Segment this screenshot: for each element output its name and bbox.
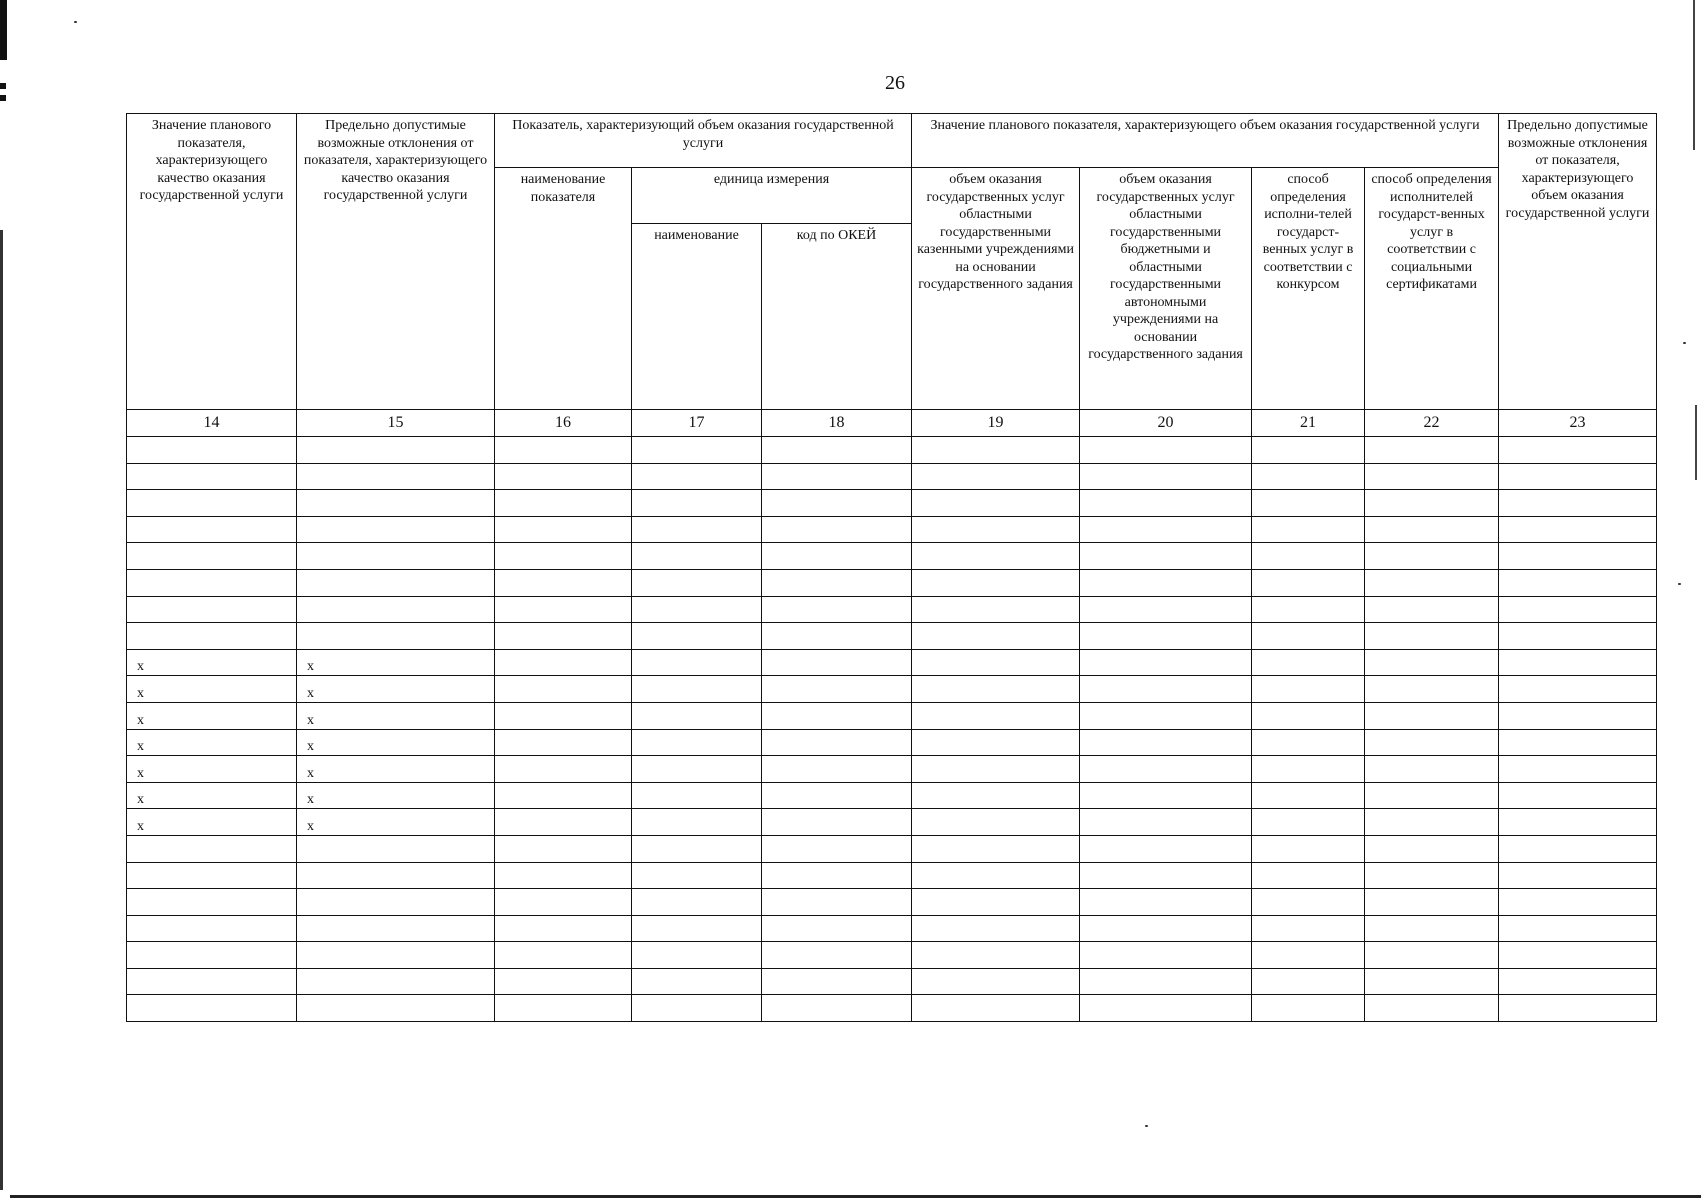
table-row	[127, 516, 1657, 543]
table-cell	[1499, 915, 1657, 942]
column-number: 20	[1080, 410, 1252, 437]
table-cell	[1252, 676, 1365, 703]
table-cell	[1499, 729, 1657, 756]
table-cell	[495, 995, 632, 1022]
table-cell	[632, 968, 762, 995]
scan-edge-mark	[0, 0, 7, 60]
table-cell	[1080, 702, 1252, 729]
table-cell-mark	[127, 915, 297, 942]
table-row	[127, 942, 1657, 969]
table-cell	[1499, 463, 1657, 490]
table-cell	[1365, 915, 1499, 942]
table-cell-mark	[127, 437, 297, 464]
table-cell	[912, 649, 1080, 676]
table-cell	[762, 649, 912, 676]
table-cell	[632, 596, 762, 623]
table-cell	[495, 490, 632, 517]
table-cell	[1252, 862, 1365, 889]
table-cell	[1499, 569, 1657, 596]
table-cell-mark	[127, 516, 297, 543]
table-cell-mark	[297, 516, 495, 543]
table-cell-mark: x	[297, 729, 495, 756]
scan-speck	[1678, 583, 1681, 585]
table-cell	[912, 702, 1080, 729]
table-cell	[1080, 889, 1252, 916]
table-cell	[495, 543, 632, 570]
table-cell	[1499, 809, 1657, 836]
table-row	[127, 915, 1657, 942]
table-cell	[632, 543, 762, 570]
table-cell	[1080, 942, 1252, 969]
table-cell	[1252, 569, 1365, 596]
table-cell	[632, 835, 762, 862]
table-cell	[1252, 835, 1365, 862]
table-cell	[495, 915, 632, 942]
table-cell-mark	[297, 596, 495, 623]
table-cell	[912, 569, 1080, 596]
column-number: 21	[1252, 410, 1365, 437]
table-cell	[1499, 516, 1657, 543]
table-cell	[912, 756, 1080, 783]
table-cell	[1499, 490, 1657, 517]
table-cell	[632, 729, 762, 756]
table-cell	[632, 995, 762, 1022]
column-number: 15	[297, 410, 495, 437]
table-cell	[912, 676, 1080, 703]
table-cell-mark	[297, 915, 495, 942]
table-cell	[912, 942, 1080, 969]
table-cell	[1080, 729, 1252, 756]
table-cell	[1365, 516, 1499, 543]
header-okei-code: код по ОКЕЙ	[762, 224, 912, 410]
table-cell	[912, 889, 1080, 916]
table-cell	[1365, 809, 1499, 836]
table-cell	[1499, 862, 1657, 889]
table-cell	[495, 569, 632, 596]
table-cell-mark	[297, 437, 495, 464]
table-row	[127, 463, 1657, 490]
table-cell	[1365, 729, 1499, 756]
table-cell	[762, 782, 912, 809]
table-cell	[1252, 702, 1365, 729]
table-cell	[762, 835, 912, 862]
table-cell	[495, 862, 632, 889]
table-cell	[632, 756, 762, 783]
table-cell-mark: x	[127, 756, 297, 783]
column-number: 18	[762, 410, 912, 437]
table-cell	[1365, 756, 1499, 783]
table-cell	[762, 623, 912, 650]
table-cell	[1080, 649, 1252, 676]
table-cell	[912, 623, 1080, 650]
table-cell-mark	[127, 596, 297, 623]
table-cell	[1365, 889, 1499, 916]
column-number: 17	[632, 410, 762, 437]
table-cell-mark	[127, 623, 297, 650]
table-body	[127, 437, 1657, 1022]
table-cell	[912, 516, 1080, 543]
table-cell	[495, 676, 632, 703]
table-cell	[1365, 596, 1499, 623]
table-cell	[1499, 649, 1657, 676]
table-row	[127, 782, 1657, 809]
table-cell	[1499, 942, 1657, 969]
header-col22: способ определения исполнителей государст-венных услуг в соответствии с социальными сертификатами	[1365, 168, 1499, 410]
table-cell	[1252, 915, 1365, 942]
table-cell	[1080, 995, 1252, 1022]
table-cell-mark: x	[297, 702, 495, 729]
column-number: 14	[127, 410, 297, 437]
table-cell	[632, 809, 762, 836]
table-cell	[495, 835, 632, 862]
table-row	[127, 702, 1657, 729]
table-cell	[1252, 729, 1365, 756]
table-cell-mark	[297, 463, 495, 490]
header-planned-volume: Значение планового показателя, характеризующего объем оказания государственной услуги	[912, 114, 1499, 168]
table-cell	[632, 623, 762, 650]
table-cell	[1365, 463, 1499, 490]
table-cell	[1252, 463, 1365, 490]
table-cell	[1499, 623, 1657, 650]
header-col14: Значение планового показателя, характеризующего качество оказания государственной услуги	[127, 114, 297, 410]
table-cell	[762, 968, 912, 995]
table-cell	[912, 862, 1080, 889]
table-cell	[632, 490, 762, 517]
table-cell-mark: x	[297, 649, 495, 676]
table-row	[127, 809, 1657, 836]
table-cell	[632, 782, 762, 809]
table-cell	[1252, 649, 1365, 676]
table-cell	[1365, 649, 1499, 676]
table-cell	[1252, 942, 1365, 969]
table-row	[127, 569, 1657, 596]
table-cell	[495, 809, 632, 836]
table-cell	[1080, 543, 1252, 570]
table-cell	[1499, 782, 1657, 809]
table-cell	[762, 889, 912, 916]
table-cell	[495, 729, 632, 756]
table-cell	[495, 756, 632, 783]
table-cell	[1499, 968, 1657, 995]
table-cell	[1080, 463, 1252, 490]
table-cell	[632, 862, 762, 889]
table-cell	[912, 596, 1080, 623]
scan-edge-mark	[0, 95, 6, 101]
table-cell	[762, 942, 912, 969]
table-cell-mark	[297, 835, 495, 862]
table-cell	[632, 516, 762, 543]
table-cell	[912, 835, 1080, 862]
scan-speck	[1683, 342, 1686, 344]
table-cell	[762, 756, 912, 783]
table-cell	[1080, 915, 1252, 942]
table-cell	[1080, 516, 1252, 543]
table-cell	[495, 702, 632, 729]
table-cell	[495, 649, 632, 676]
table-cell	[632, 676, 762, 703]
table-cell	[912, 463, 1080, 490]
table-row	[127, 623, 1657, 650]
table-cell	[1080, 809, 1252, 836]
table-cell	[1365, 437, 1499, 464]
table-row	[127, 437, 1657, 464]
table-cell-mark	[297, 543, 495, 570]
column-number-row	[127, 410, 1657, 437]
table-cell-mark	[297, 490, 495, 517]
table-cell-mark	[127, 835, 297, 862]
table-cell	[1499, 596, 1657, 623]
header-unit-name: наименование	[632, 224, 762, 410]
header-unit: единица измерения	[632, 168, 912, 224]
table-cell	[912, 995, 1080, 1022]
table-cell-mark: x	[297, 756, 495, 783]
table-cell	[1365, 543, 1499, 570]
table-cell	[1252, 995, 1365, 1022]
table-cell-mark	[127, 569, 297, 596]
table-cell	[912, 490, 1080, 517]
table-cell-mark	[127, 889, 297, 916]
table-cell	[495, 463, 632, 490]
table-cell	[632, 569, 762, 596]
header-col21: способ определения исполни-телей государст-венных услуг в соответствии с конкурсом	[1252, 168, 1365, 410]
table-row	[127, 835, 1657, 862]
table-cell-mark: x	[297, 782, 495, 809]
table-cell	[762, 862, 912, 889]
planned-indicators-table	[126, 113, 1657, 1022]
table-cell	[1499, 543, 1657, 570]
scan-speck	[1145, 1125, 1148, 1127]
column-number: 23	[1499, 410, 1657, 437]
table-cell-mark	[297, 623, 495, 650]
table-cell	[1252, 756, 1365, 783]
table-cell	[912, 915, 1080, 942]
table-cell	[495, 782, 632, 809]
column-number: 16	[495, 410, 632, 437]
table-cell	[1499, 995, 1657, 1022]
table-cell	[1252, 782, 1365, 809]
table-cell	[1080, 835, 1252, 862]
table-cell	[632, 915, 762, 942]
header-col20: объем оказания государственных услуг областными государственными бюджетными и областными государственными автономными учреждениями на основании государственного задания	[1080, 168, 1252, 410]
header-col23: Предельно допустимые возможные отклонения от показателя, характеризующего объем оказания государственной услуги	[1499, 114, 1657, 410]
table-cell	[495, 889, 632, 916]
table-cell	[1365, 702, 1499, 729]
table-cell-mark: x	[127, 809, 297, 836]
table-cell	[1365, 862, 1499, 889]
table-cell-mark	[127, 968, 297, 995]
scan-edge-line	[1695, 405, 1697, 480]
table-cell	[762, 490, 912, 517]
table-row	[127, 596, 1657, 623]
table-row	[127, 889, 1657, 916]
table-row	[127, 490, 1657, 517]
table-cell	[1080, 968, 1252, 995]
table-cell	[912, 729, 1080, 756]
table-cell	[912, 782, 1080, 809]
table-cell	[1252, 516, 1365, 543]
table-cell-mark: x	[127, 702, 297, 729]
header-col19: объем оказания государственных услуг областными государственными казенными учреждениями на основании государственного задания	[912, 168, 1080, 410]
table-cell	[762, 596, 912, 623]
table-cell	[1365, 995, 1499, 1022]
table-cell	[1080, 437, 1252, 464]
header-indicator-name: наименование показателя	[495, 168, 632, 410]
table-cell-mark	[127, 862, 297, 889]
table-cell	[1080, 623, 1252, 650]
column-number: 19	[912, 410, 1080, 437]
table-cell	[632, 437, 762, 464]
table-cell	[1365, 968, 1499, 995]
table-cell-mark	[297, 968, 495, 995]
table-cell	[1499, 676, 1657, 703]
table-cell	[495, 437, 632, 464]
table-cell	[1252, 437, 1365, 464]
table-cell	[912, 968, 1080, 995]
table-row	[127, 543, 1657, 570]
table-cell-mark	[127, 463, 297, 490]
table-cell-mark	[297, 862, 495, 889]
table-cell	[762, 729, 912, 756]
table-row	[127, 995, 1657, 1022]
table-cell-mark	[127, 490, 297, 517]
table-cell	[632, 889, 762, 916]
table-cell	[1365, 782, 1499, 809]
table-cell	[1365, 623, 1499, 650]
table-cell	[632, 942, 762, 969]
table-cell-mark: x	[297, 809, 495, 836]
table-cell	[762, 437, 912, 464]
table-cell	[762, 463, 912, 490]
header-col15: Предельно допустимые возможные отклонения от показателя, характеризующего качество оказания государственной услуги	[297, 114, 495, 410]
table-cell-mark: x	[127, 676, 297, 703]
table-cell	[632, 702, 762, 729]
table-cell	[1252, 490, 1365, 517]
table-cell	[495, 623, 632, 650]
table-cell	[1252, 968, 1365, 995]
table-row	[127, 862, 1657, 889]
table-cell	[495, 596, 632, 623]
table-cell-mark: x	[297, 676, 495, 703]
table-cell	[495, 968, 632, 995]
table-cell	[1252, 889, 1365, 916]
table-cell	[1252, 543, 1365, 570]
table-cell	[912, 543, 1080, 570]
table-cell-mark	[297, 889, 495, 916]
scan-speck	[74, 21, 77, 23]
table-row	[127, 756, 1657, 783]
table-cell	[632, 463, 762, 490]
table-cell	[762, 543, 912, 570]
scan-edge-line	[10, 1195, 1701, 1198]
table-cell	[495, 942, 632, 969]
table-cell	[1080, 756, 1252, 783]
table-row	[127, 968, 1657, 995]
table-cell	[1365, 490, 1499, 517]
table-cell	[632, 649, 762, 676]
table-cell	[1365, 676, 1499, 703]
table-cell	[762, 995, 912, 1022]
table-row	[127, 676, 1657, 703]
table-cell	[1080, 490, 1252, 517]
table-cell-mark: x	[127, 649, 297, 676]
table-cell	[1365, 942, 1499, 969]
table-cell	[912, 809, 1080, 836]
table-cell	[1080, 596, 1252, 623]
table-cell	[1499, 437, 1657, 464]
table-cell	[762, 569, 912, 596]
table-cell	[495, 516, 632, 543]
table-cell	[912, 437, 1080, 464]
column-number: 22	[1365, 410, 1499, 437]
table-row	[127, 729, 1657, 756]
table-cell	[1499, 835, 1657, 862]
table-cell	[1365, 835, 1499, 862]
table-cell	[1252, 623, 1365, 650]
scan-edge-line	[0, 230, 3, 1190]
table-cell-mark	[127, 543, 297, 570]
table-cell-mark	[297, 995, 495, 1022]
table-cell-mark	[297, 569, 495, 596]
table-row	[127, 649, 1657, 676]
table-cell-mark: x	[127, 782, 297, 809]
table-cell	[1080, 862, 1252, 889]
table-cell	[1365, 569, 1499, 596]
table-cell-mark: x	[127, 729, 297, 756]
table-cell	[1080, 676, 1252, 703]
table-cell-mark	[127, 942, 297, 969]
table-cell	[1080, 569, 1252, 596]
table-cell	[1499, 756, 1657, 783]
table-cell-mark	[297, 942, 495, 969]
page-number: 26	[885, 72, 905, 94]
table-cell	[762, 676, 912, 703]
header-volume-indicator: Показатель, характеризующий объем оказания государственной услуги	[495, 114, 912, 168]
table-cell	[762, 915, 912, 942]
table-cell	[1499, 702, 1657, 729]
table-cell	[1080, 782, 1252, 809]
table-cell	[762, 809, 912, 836]
table-cell	[1252, 809, 1365, 836]
table-cell	[762, 516, 912, 543]
table-cell	[1252, 596, 1365, 623]
table-cell-mark	[127, 995, 297, 1022]
table-cell	[762, 702, 912, 729]
table-cell	[1499, 889, 1657, 916]
